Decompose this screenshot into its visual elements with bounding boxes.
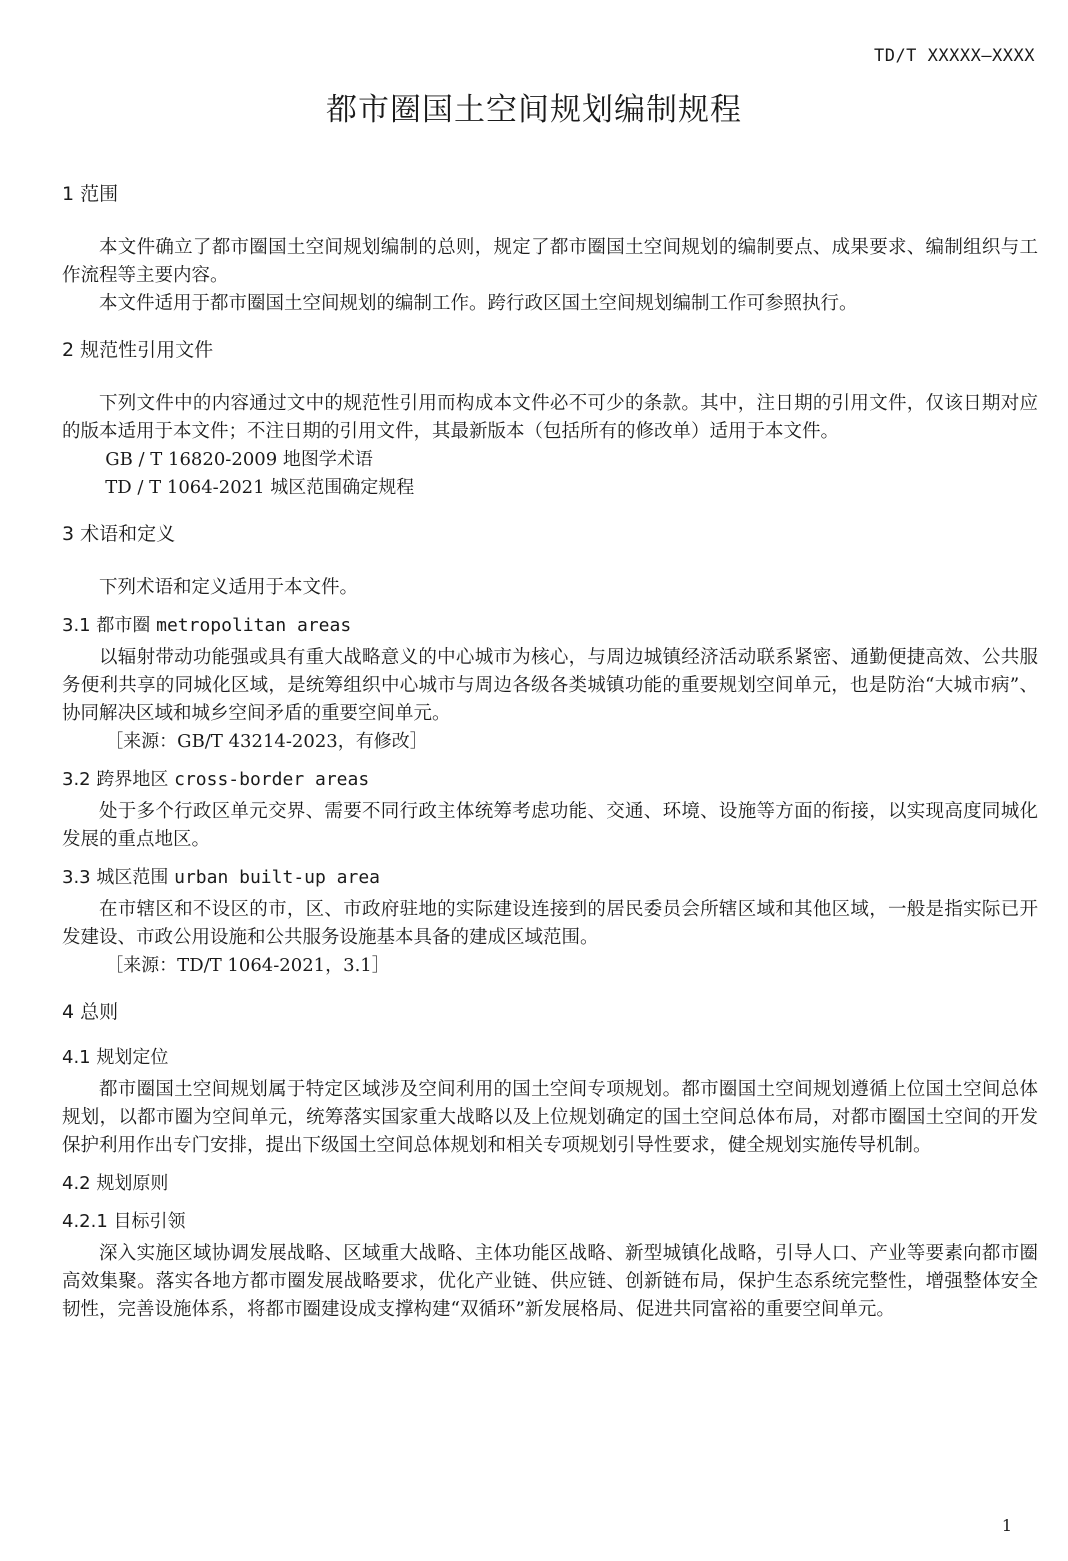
section-4-2-1-paragraph: 深入实施区域协调发展战略、区域重大战略、主体功能区战略、新型城镇化战略，引导人口、产业等要素向都市圈高效集聚。落实各地方都市圈发展战略要求，优化产业链、供应链、创新链布局，保护生态系统完整性，增强整体安全韧性，完善设施体系，将都市圈建设成支撑构建“双循环”新发展格局、促进共同富裕的重要空间单元。 [62,1243,1038,1320]
term-3-1-source: ［来源：GB/T 43214-2023，有修改］ [105,731,428,752]
term-english: urban built-up area [174,867,381,888]
normative-reference-1: GB / T 16820-2009 地图学术语 [105,449,373,470]
term-number: 3.2 [62,769,91,790]
section-4-1-paragraph: 都市圈国土空间规划属于特定区域涉及空间利用的国土空间专项规划。都市圈国土空间规划遵循上位国土空间总体规划，以都市圈为空间单元，统筹落实国家重大战略以及上位规划确定的国土空间总体布局，对都市圈国土空间的开发保护利用作出专门安排，提出下级国土空间总体规划和相关专项规划引导性要求，健全规划实施传导机制。 [62,1079,1038,1156]
document-body [62,180,1038,1324]
term-english: metropolitan areas [156,615,352,636]
section-2-paragraph: 下列文件中的内容通过文中的规范性引用而构成本文件必不可少的条款。其中，注日期的引用文件，仅该日期对应的版本适用于本文件；不注日期的引用文件，其最新版本（包括所有的修改单）适用于本文件。 [62,393,1038,442]
section-1-paragraph-1: 本文件确立了都市圈国土空间规划编制的总则，规定了都市圈国土空间规划的编制要点、成果要求、编制组织与工作流程等主要内容。 [62,237,1038,286]
term-3-1-definition: 以辐射带动功能强或具有重大战略意义的中心城市为核心，与周边城镇经济活动联系紧密、通勤便捷高效、公共服务便利共享的同城化区域，是统筹组织中心城市与周边各级各类城镇功能的重要规划空间单元，也是防治“大城市病”、协同解决区域和城乡空间矛盾的重要空间单元。 [62,647,1038,724]
section-3-intro: 下列术语和定义适用于本文件。 [99,577,359,598]
section-4-2-1-heading: 4.2.1 目标引领 [62,1211,186,1232]
term-chinese: 跨界地区 [96,769,169,790]
term-number: 3.1 [62,615,91,636]
term-english: cross-border areas [174,769,370,790]
term-chinese: 城区范围 [96,867,169,888]
section-3-heading: 3 术语和定义 [62,523,176,545]
term-number: 3.3 [62,867,91,888]
term-3-1-heading [62,612,1038,640]
section-1-paragraph-2: 本文件适用于都市圈国土空间规划的编制工作。跨行政区国土空间规划编制工作可参照执行。 [99,293,858,314]
document-code: TD/T XXXXX—XXXX [873,46,1035,66]
term-3-2-definition: 处于多个行政区单元交界、需要不同行政主体统筹考虑功能、交通、环境、设施等方面的衔接，以实现高度同城化发展的重点地区。 [62,801,1038,850]
term-3-2-heading [62,766,1038,794]
page-number: 1 [1001,1516,1012,1535]
term-3-3-source: ［来源：TD/T 1064-2021，3.1］ [105,955,390,976]
section-4-1-heading: 4.1 规划定位 [62,1047,169,1068]
section-4-2-heading: 4.2 规划原则 [62,1173,169,1194]
term-3-3-heading [62,864,1038,892]
term-3-3-definition: 在市辖区和不设区的市，区、市政府驻地的实际建设连接到的居民委员会所辖区域和其他区域，一般是指实际已开发建设、市政公用设施和公共服务设施基本具备的建成区域范围。 [62,899,1038,948]
document-title: 都市圈国土空间规划编制规程 [326,92,742,128]
normative-reference-2: TD / T 1064-2021 城区范围确定规程 [105,477,415,498]
term-chinese: 都市圈 [96,615,151,636]
section-4-heading: 4 总则 [62,1001,119,1023]
section-1-heading: 1 范围 [62,183,119,205]
section-2-heading: 2 规范性引用文件 [62,339,214,361]
